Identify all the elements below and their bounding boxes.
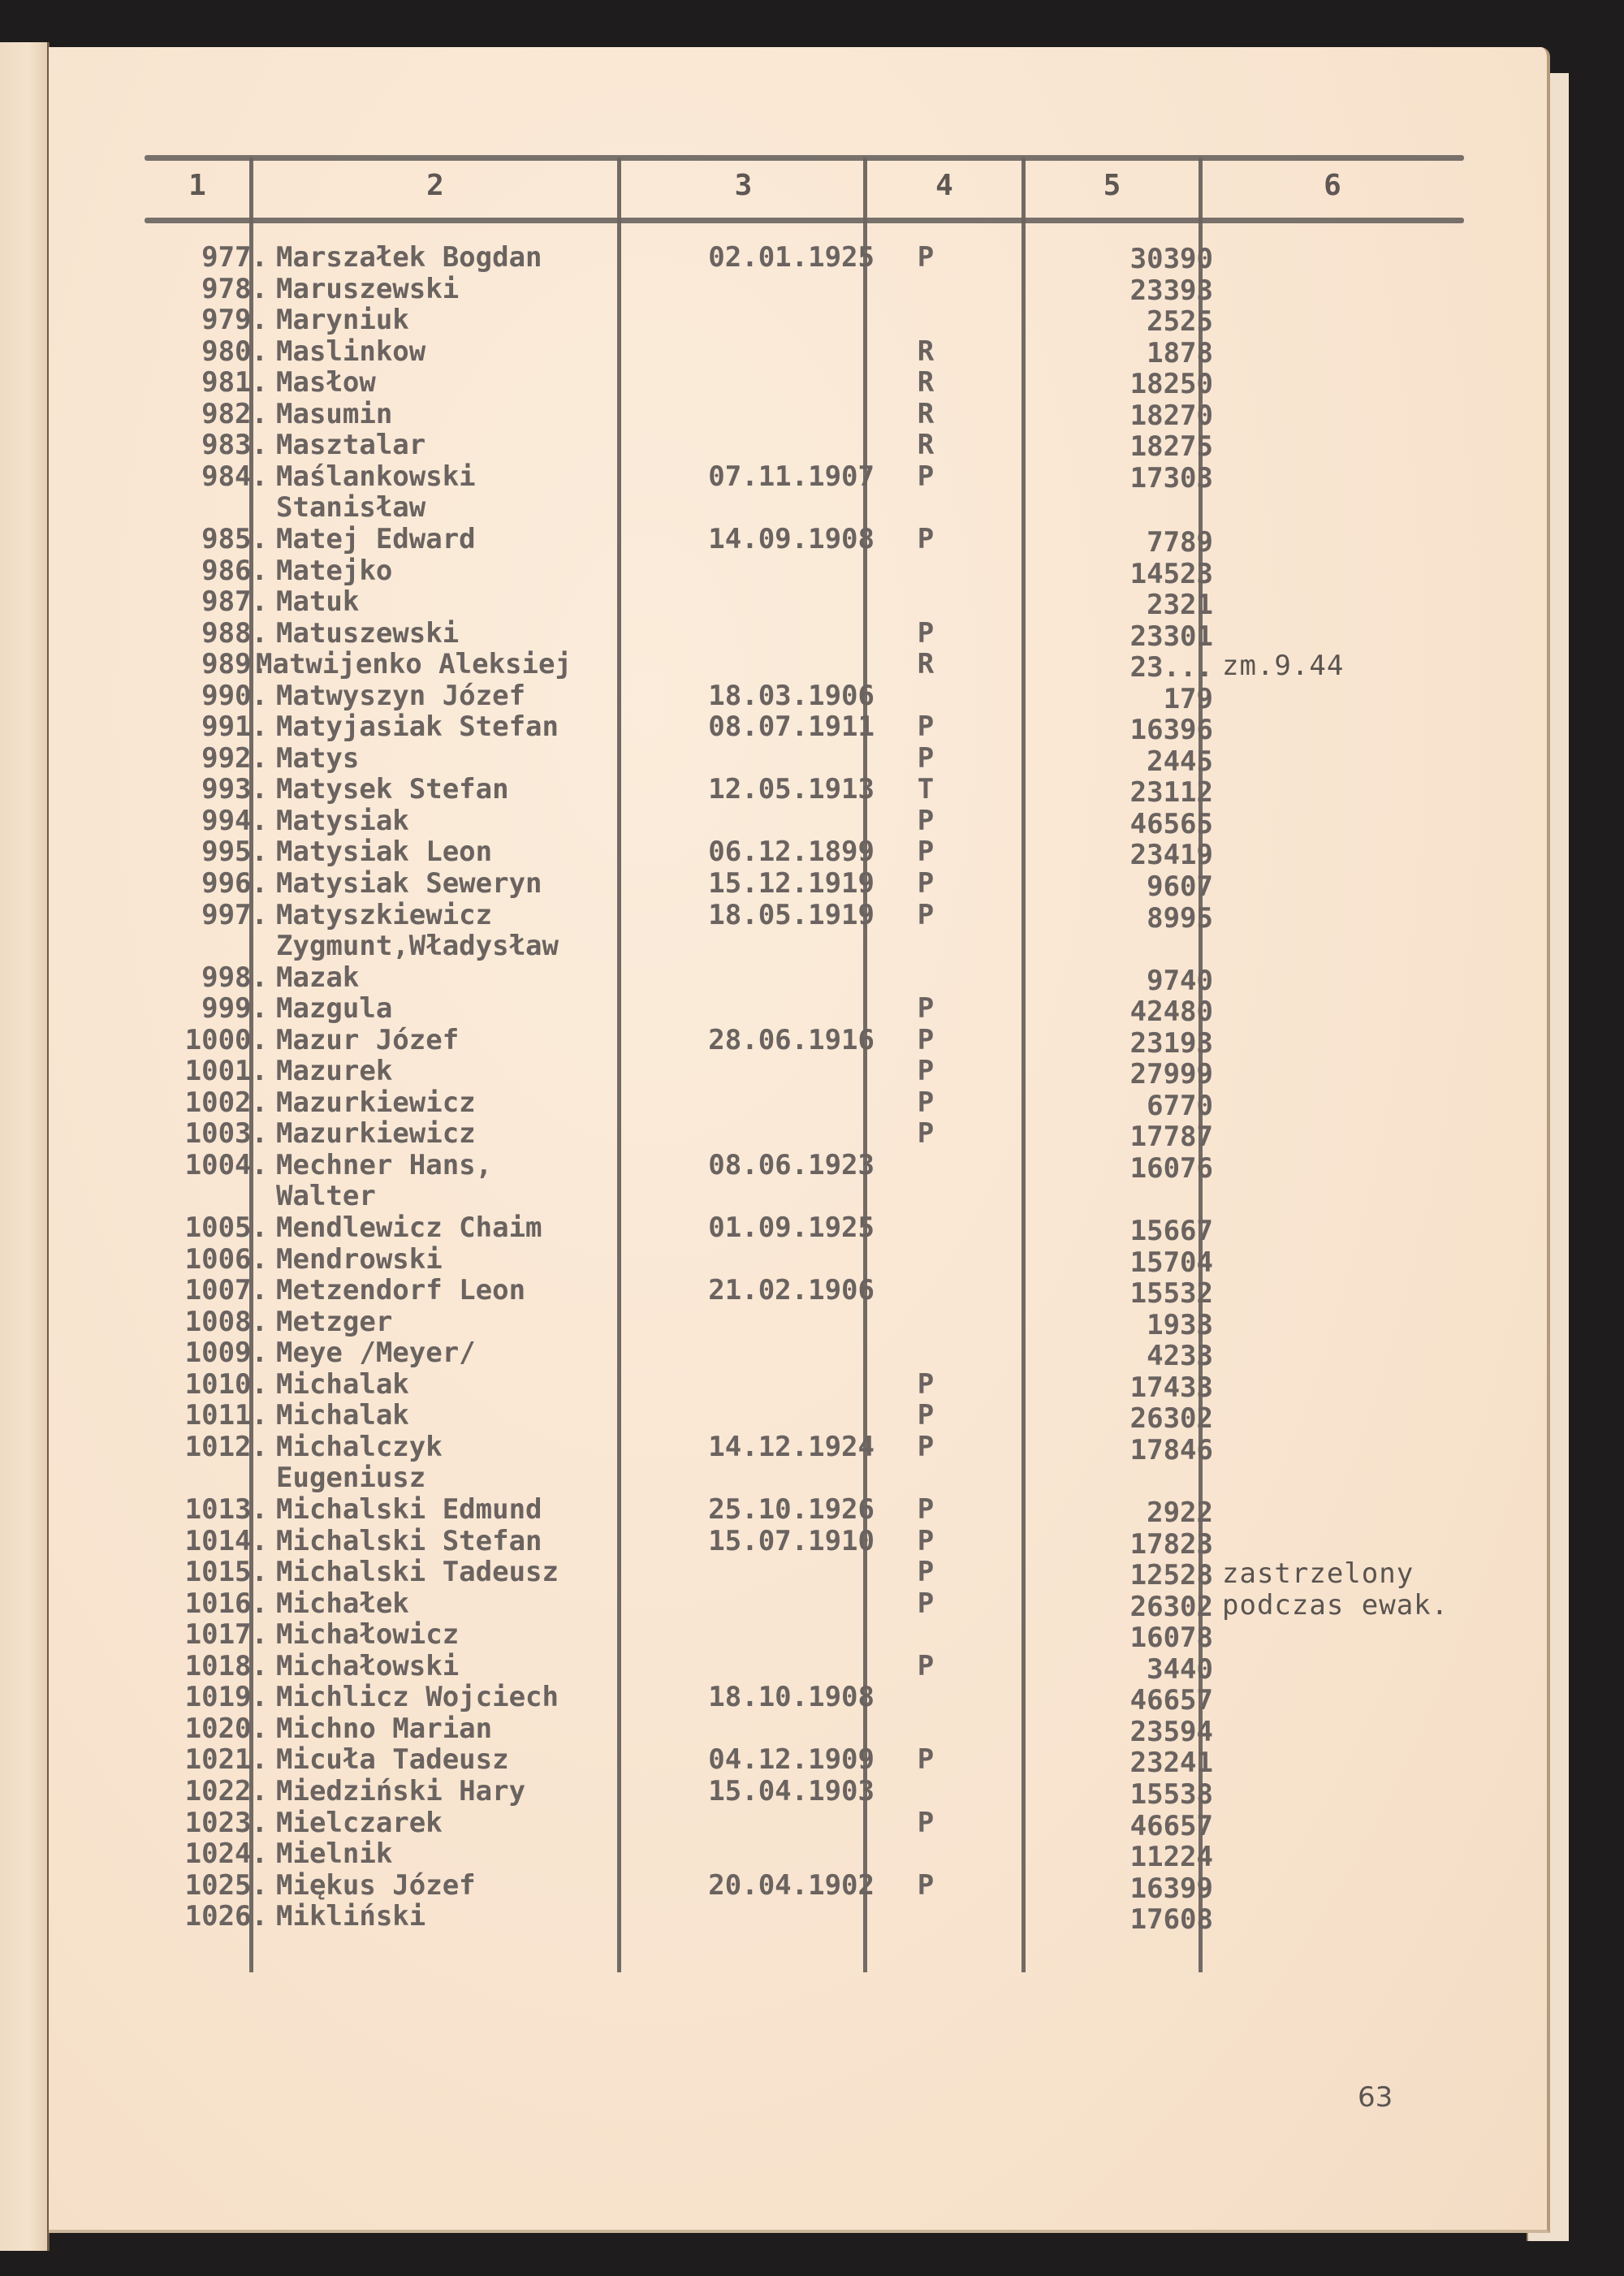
entry-number: 1007. [184,1274,268,1307]
category-code: R [917,366,935,399]
category-code: P [917,616,935,650]
table-row [49,366,1547,401]
prisoner-number: 9607 [1147,870,1213,903]
birth-date: 04.12.1909 [708,1743,875,1777]
person-name: Matys [276,741,360,775]
table-row [49,961,1547,997]
person-name: Michalski Tadeusz [276,1556,559,1589]
birth-date: 18.03.1906 [708,679,875,712]
birth-date: 14.12.1924 [708,1430,875,1463]
table-row [49,554,1547,590]
category-code: P [917,1399,935,1432]
person-name: Michałowski [276,1649,460,1682]
prisoner-number: 17433 [1129,1371,1213,1404]
person-name: Matuszewski [276,616,460,650]
table-row [49,1681,1547,1717]
person-name: Eugeniusz [276,1462,426,1495]
entry-number: 990. [201,679,268,712]
entry-number: 1016. [184,1587,268,1620]
person-name: Mikliński [276,1900,426,1933]
birth-date: 20.04.1902 [708,1868,875,1902]
table-row [49,399,1547,430]
person-name: Matysiak Leon [276,836,493,869]
table-row [49,522,1547,559]
table-row [49,710,1547,747]
birth-date: 28.06.1916 [708,1023,875,1056]
entry-number: 997. [201,898,268,931]
facing-page-edge [0,42,50,2251]
person-name: Michalski Edmund [276,1493,542,1526]
category-code: T [917,773,935,806]
birth-date: 15.12.1919 [708,867,875,900]
category-code: P [917,1806,935,1839]
person-name: Mazur Józef [276,1023,460,1056]
prisoner-number: 8995 [1147,901,1213,935]
birth-date: 08.07.1911 [708,710,875,744]
person-name: Matysiak [276,804,409,837]
prisoner-number: 23112 [1129,776,1213,810]
prisoner-number: 11224 [1129,1841,1213,1874]
entry-number: 1002. [184,1086,268,1119]
person-name: Michałowicz [276,1618,460,1652]
person-name: Miedziński Hary [276,1774,526,1807]
person-name: Matwyszyn Józef [276,679,526,712]
category-code: P [917,804,935,837]
prisoner-number: 23... [1129,651,1213,685]
column-header-4: 4 [935,169,953,202]
birth-date: 07.11.1907 [708,460,875,493]
prisoner-number: 46565 [1129,807,1213,840]
entry-number: 983. [201,429,268,462]
category-code: P [917,1430,935,1463]
table-row [49,1524,1547,1561]
entry-number: 1011. [184,1399,268,1432]
table-row [49,1242,1547,1279]
entry-number: 1008. [184,1305,268,1338]
person-name: Mazgula [276,992,393,1026]
entry-number: 995. [201,836,268,869]
person-name: Maslinkow [276,335,426,368]
person-name: Maryniuk [276,304,409,337]
table-row [49,1868,1547,1905]
prisoner-number: 42480 [1129,995,1213,1029]
prisoner-number: 18275 [1129,430,1213,464]
table-row [49,616,1547,653]
entry-number: 1005. [184,1211,268,1245]
entry-number: 988. [201,616,268,650]
entry-number: 1015. [184,1556,268,1589]
category-code: P [917,992,935,1026]
birth-date: 14.09.1908 [708,522,875,555]
prisoner-number: 30390 [1129,243,1213,275]
prisoner-number: 15704 [1129,1246,1213,1279]
category-code: R [917,429,935,462]
prisoner-number: 2321 [1147,589,1213,622]
person-name: Marszałek Bogdan [276,241,542,274]
person-name: Michalak [276,1399,409,1432]
entry-number: 1014. [184,1524,268,1557]
prisoner-number: 15667 [1129,1215,1213,1248]
table-row [49,304,1547,339]
birth-date: 18.05.1919 [708,898,875,931]
person-name: Mendlewicz Chaim [276,1211,542,1245]
column-header-1: 1 [188,169,206,202]
table-row [49,1274,1547,1311]
entry-number: 1019. [184,1681,268,1714]
person-name: Matuk [276,585,360,619]
person-name: Mielnik [276,1838,393,1871]
entry-number: 994. [201,804,268,837]
category-code: P [917,898,935,931]
column-header-3: 3 [734,169,753,202]
prisoner-number: 1878 [1147,336,1213,369]
person-name: Matej Edward [276,522,476,555]
column-header-2: 2 [426,169,444,202]
entry-number: 1020. [184,1712,268,1745]
prisoner-number: 17823 [1129,1527,1213,1561]
person-name: Matwijenko Aleksiej [256,648,572,681]
person-name: Masumin [276,397,393,430]
table-row [49,1430,1547,1495]
prisoner-number: 7789 [1147,525,1213,559]
table-row [49,272,1547,307]
table-row [49,1367,1547,1404]
table-header-rule [145,218,1464,223]
prisoner-number: 17846 [1129,1433,1213,1466]
prisoner-number: 27999 [1129,1058,1213,1091]
table-row [49,1618,1547,1655]
category-code: P [917,741,935,775]
birth-date: 01.09.1925 [708,1211,875,1245]
table-row [49,898,1547,963]
table-row [49,1712,1547,1748]
prisoner-number: 46657 [1129,1684,1213,1717]
person-name: Matysek Stefan [276,773,509,806]
entry-number: 985. [201,522,268,555]
birth-date: 21.02.1906 [708,1274,875,1307]
person-name: Zygmunt,Władysław [276,930,559,963]
table-row [49,836,1547,872]
table-row [49,1055,1547,1091]
table-row [49,1117,1547,1154]
page-number: 63 [1358,2081,1393,2114]
person-name: Mazak [276,961,360,994]
category-code: P [917,1743,935,1777]
prisoner-number: 16076 [1129,1151,1213,1185]
table-row [49,1305,1547,1341]
entry-number: 1006. [184,1242,268,1276]
person-name: Michalczyk [276,1430,443,1463]
prisoner-number: 2445 [1147,745,1213,778]
prisoner-number: 16078 [1129,1622,1213,1655]
table-row [49,1900,1547,1937]
table-row [49,1211,1547,1248]
prisoner-number: 6770 [1147,1089,1213,1122]
entry-number: 991. [201,710,268,744]
table-row [49,1743,1547,1780]
prisoner-number: 12528 [1129,1559,1213,1592]
person-name: Miękus Józef [276,1868,476,1902]
category-code: P [917,710,935,744]
person-name: Mazurkiewicz [276,1117,476,1151]
prisoner-number: 46657 [1129,1809,1213,1842]
person-name: Meye /Meyer/ [276,1337,476,1370]
person-name: Walter [276,1180,376,1213]
column-header-6: 6 [1324,169,1341,202]
prisoner-number: 23393 [1129,274,1213,307]
entry-number: 996. [201,867,268,900]
table-row [49,741,1547,778]
entry-number: 1026. [184,1900,268,1933]
prisoner-number: 18250 [1129,368,1213,401]
prisoner-number: 23193 [1129,1026,1213,1060]
prisoner-number: 15532 [1129,1277,1213,1311]
birth-date: 25.10.1926 [708,1493,875,1526]
category-code: P [917,1055,935,1088]
category-code: P [917,836,935,869]
person-name: Maruszewski [276,272,460,305]
birth-date: 15.07.1910 [708,1524,875,1557]
prisoner-number: 18270 [1129,399,1213,432]
person-name: Micuła Tadeusz [276,1743,509,1777]
person-name: Matyjasiak Stefan [276,710,559,744]
birth-date: 12.05.1913 [708,773,875,806]
entry-number: 993. [201,773,268,806]
entry-number: 979. [201,304,268,337]
category-code: P [917,522,935,555]
prisoner-number: 17608 [1129,1903,1213,1937]
table-row [49,679,1547,715]
entry-number: 1012. [184,1430,268,1463]
table-row [49,336,1547,367]
person-name: Stanisław [276,491,426,525]
entry-number: 1000. [184,1023,268,1056]
category-code: P [917,1868,935,1902]
table-row [49,429,1547,464]
birth-date: 18.10.1908 [708,1681,875,1714]
prisoner-number: 3440 [1147,1652,1213,1686]
person-name: Mazurkiewicz [276,1086,476,1119]
prisoner-number: 2922 [1147,1496,1213,1529]
category-code: P [917,867,935,900]
category-code: P [917,460,935,493]
table-row [49,992,1547,1029]
birth-date: 08.06.1923 [708,1148,875,1181]
entry-number: 984. [201,460,268,493]
prisoner-number: 17787 [1129,1121,1213,1154]
person-name: Matyszkiewicz [276,898,493,931]
entry-number: 982. [201,397,268,430]
prisoner-number: 16399 [1129,1872,1213,1905]
table-top-rule [145,155,1464,161]
entry-number: 1003. [184,1117,268,1151]
table-row [49,648,1547,685]
prisoner-number: 4233 [1147,1340,1213,1373]
person-name: Metzger [276,1305,393,1338]
prisoner-number: 26302 [1129,1402,1213,1436]
remark: podczas ewak. [1222,1588,1449,1622]
entry-number: 987. [201,585,268,619]
category-code: P [917,1086,935,1119]
entry-number: 1024. [184,1838,268,1871]
person-name: Michlicz Wojciech [276,1681,559,1714]
table-row [49,1148,1547,1213]
prisoner-number: 179 [1163,682,1213,715]
category-code: P [917,1524,935,1557]
category-code: P [917,1556,935,1589]
entry-number: 998. [201,961,268,994]
table-row [49,1649,1547,1686]
entry-number: 1013. [184,1493,268,1526]
category-code: P [917,1023,935,1056]
table-row [49,1493,1547,1529]
prisoner-number: 26302 [1129,1590,1213,1623]
table-row [49,585,1547,622]
entry-number: 989. [201,648,268,681]
person-name: Mazurek [276,1055,393,1088]
entry-number: 1022. [184,1774,268,1807]
table-row [49,1399,1547,1436]
birth-date: 02.01.1925 [708,241,875,274]
prisoner-number: 23301 [1129,620,1213,653]
prisoner-number: 17303 [1129,461,1213,495]
category-code: R [917,648,935,681]
entry-number: 999. [201,992,268,1026]
person-name: Matejko [276,554,393,587]
person-name: Masłow [276,366,376,399]
category-code: P [917,241,935,274]
person-name: Maślankowski [276,460,476,493]
entry-number: 1010. [184,1367,268,1401]
table-row [49,1086,1547,1122]
person-name: Masztalar [276,429,426,462]
person-name: Michałek [276,1587,409,1620]
prisoner-number: 23241 [1129,1747,1213,1780]
prisoner-number: 2525 [1147,305,1213,339]
category-code: R [917,335,935,368]
person-name: Michalski Stefan [276,1524,542,1557]
entry-number: 1025. [184,1868,268,1902]
document-page [49,47,1550,2233]
prisoner-number: 9740 [1147,964,1213,997]
table-row [49,1023,1547,1060]
entry-number: 1018. [184,1649,268,1682]
entry-number: 1001. [184,1055,268,1088]
category-code: P [917,1117,935,1151]
person-name: Metzendorf Leon [276,1274,526,1307]
remark: zastrzelony [1222,1557,1415,1591]
table-row [49,867,1547,903]
birth-date: 15.04.1903 [708,1774,875,1807]
person-name: Mendrowski [276,1242,443,1276]
entry-number: 981. [201,366,268,399]
table-row [49,460,1547,525]
person-name: Matysiak Seweryn [276,867,542,900]
table-row [49,773,1547,810]
category-code: P [917,1493,935,1526]
entry-number: 986. [201,554,268,587]
prisoner-number: 1933 [1147,1308,1213,1341]
person-name: Michno Marian [276,1712,493,1745]
person-name: Mechner Hans, [276,1148,493,1181]
entry-number: 1004. [184,1148,268,1181]
entry-number: 978. [201,272,268,305]
table-row [49,1806,1547,1842]
person-name: Mielczarek [276,1806,443,1839]
prisoner-number: 14523 [1129,557,1213,590]
prisoner-number: 16396 [1129,714,1213,747]
column-header-5: 5 [1103,169,1121,202]
prisoner-number: 23594 [1129,1715,1213,1748]
table-row [49,804,1547,840]
remark: zm.9.44 [1222,650,1345,683]
entry-number: 1009. [184,1337,268,1370]
table-row [49,1337,1547,1373]
entry-number: 980. [201,335,268,368]
entry-number: 977. [201,241,268,274]
prisoner-number: 23419 [1129,839,1213,872]
birth-date: 06.12.1899 [708,836,875,869]
category-code: P [917,1587,935,1620]
person-name: Michalak [276,1367,409,1401]
entry-number: 992. [201,741,268,775]
category-code: P [917,1367,935,1401]
table-row [49,1838,1547,1874]
table-row [49,1587,1547,1623]
category-code: R [917,397,935,430]
category-code: P [917,1649,935,1682]
entry-number: 1023. [184,1806,268,1839]
prisoner-number: 15538 [1129,1777,1213,1811]
table-row [49,242,1547,273]
entry-number: 1021. [184,1743,268,1777]
table-row [49,1774,1547,1811]
entry-number: 1017. [184,1618,268,1652]
